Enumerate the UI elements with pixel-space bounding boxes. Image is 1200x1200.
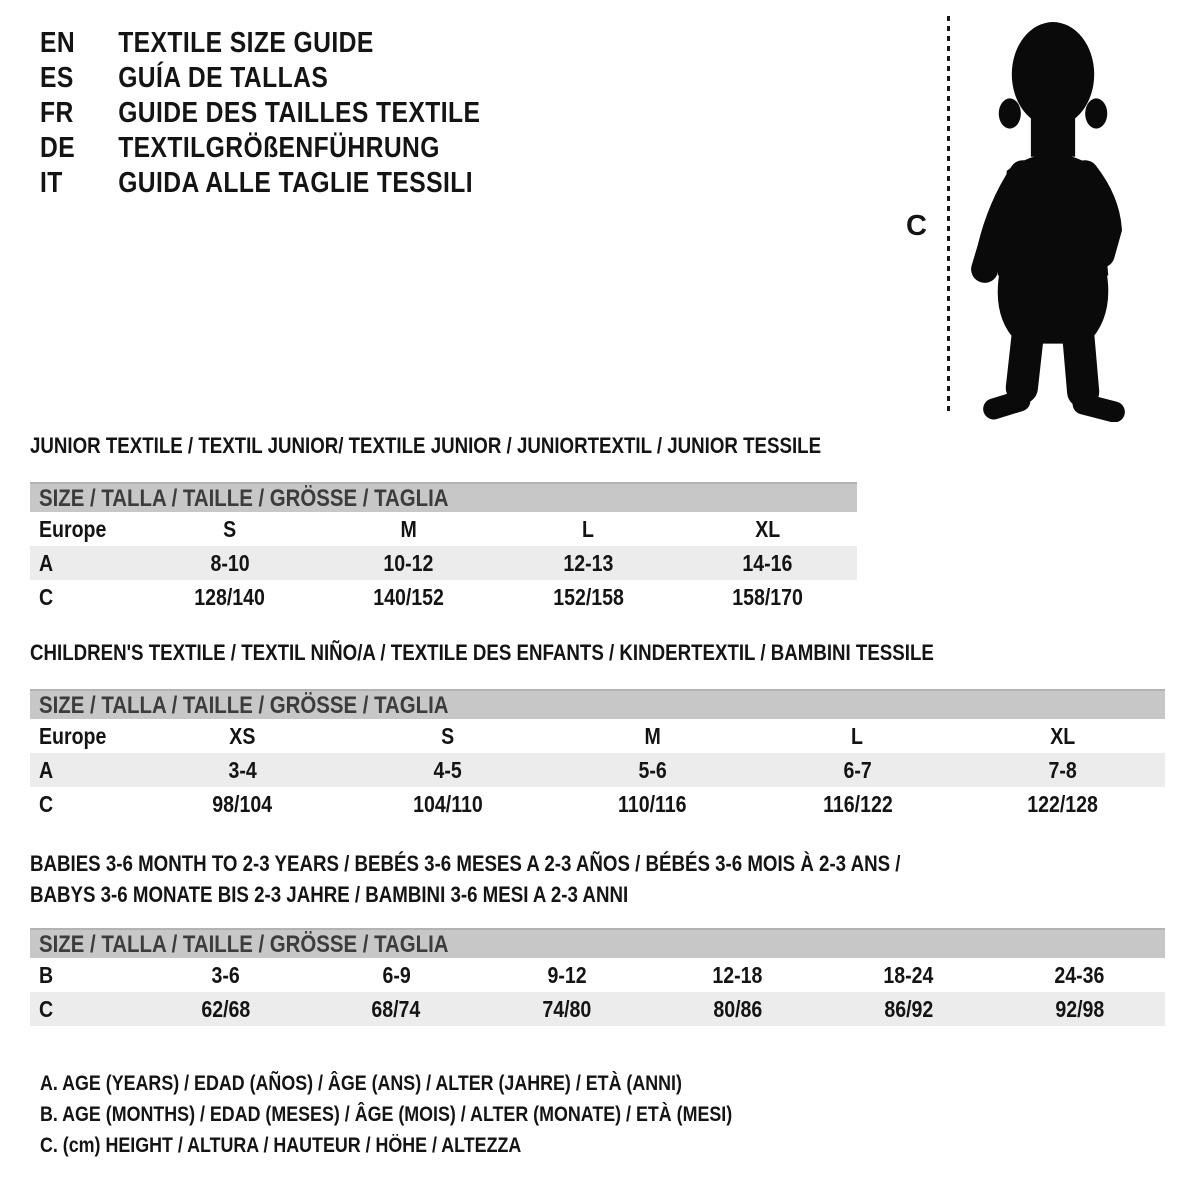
table-cell — [994, 962, 1165, 989]
cell-value: 4-5 — [433, 756, 462, 783]
table-cell — [755, 757, 960, 784]
cell-value: 80/86 — [713, 995, 763, 1022]
language-row — [40, 26, 480, 61]
language-list — [40, 26, 558, 201]
section-title-line: CHILDREN'S TEXTILE / TEXTIL NIÑO/A / TEXTILE DES ENFANTS / KINDERTEXTIL / BAMBINI TESSILE — [30, 640, 934, 665]
row-label — [30, 723, 140, 750]
cell-value: S — [440, 722, 455, 749]
table-cell — [319, 584, 498, 611]
legend — [40, 1068, 854, 1161]
language-code: EN — [40, 27, 76, 59]
row-label — [30, 757, 140, 784]
cell-value: 92/98 — [1055, 995, 1105, 1022]
table-row — [30, 580, 857, 614]
table-cell — [311, 962, 482, 989]
table-cell — [960, 791, 1165, 818]
section-title — [30, 848, 1165, 910]
cell-value: 9-12 — [547, 961, 587, 988]
cell-value: XL — [754, 515, 780, 542]
row-label-text: Europe — [39, 515, 107, 542]
cell-value: 86/92 — [884, 995, 934, 1022]
table-cell — [823, 996, 994, 1023]
cell-value: 7-8 — [1048, 756, 1077, 783]
section-title-line: JUNIOR TEXTILE / TEXTIL JUNIOR/ TEXTILE JUNIOR / JUNIORTEXTIL / JUNIOR TESSILE — [30, 433, 822, 458]
table-row — [30, 546, 857, 580]
legend-text: C. (cm) HEIGHT / ALTURA / HAUTEUR / HÖHE / ALTEZZA — [40, 1134, 522, 1157]
table-cell — [960, 723, 1165, 750]
row-label — [30, 962, 140, 989]
table-row — [30, 992, 1165, 1026]
row-label-text: C — [39, 790, 54, 817]
size-table — [30, 512, 857, 614]
size-table — [30, 719, 1165, 821]
cell-value: 98/104 — [212, 790, 273, 817]
legend-line — [40, 1130, 854, 1161]
language-code: IT — [40, 167, 63, 199]
cell-value: 14-16 — [742, 549, 793, 576]
language-code: FR — [40, 97, 74, 129]
cell-value: 128/140 — [194, 583, 265, 610]
table-cell — [311, 996, 482, 1023]
cell-value: 122/128 — [1027, 790, 1098, 817]
cell-value: 152/158 — [552, 583, 624, 610]
size-table — [30, 958, 1165, 1026]
cell-value: 10-12 — [383, 549, 434, 576]
table-row — [30, 958, 1165, 992]
table-row — [30, 719, 1165, 753]
table-cell — [550, 723, 755, 750]
language-code: ES — [40, 62, 74, 94]
toddler-silhouette-icon — [960, 10, 1145, 422]
cell-value: L — [582, 515, 595, 542]
table-cell — [140, 962, 311, 989]
section-title-line: BABIES 3-6 MONTH TO 2-3 YEARS / BEBÉS 3-6 MESES A 2-3 AÑOS / BÉBÉS 3-6 MOIS À 2-3 ANS / — [30, 851, 901, 876]
row-label-text: Europe — [39, 722, 107, 749]
table-cell — [140, 757, 345, 784]
size-header-text: SIZE / TALLA / TAILLE / GRÖSSE / TAGLIA — [39, 931, 449, 958]
table-cell — [652, 996, 823, 1023]
section-junior-textile — [30, 434, 857, 614]
table-cell — [482, 996, 653, 1023]
language-title: GUÍA DE TALLAS — [118, 62, 329, 94]
section-title — [30, 641, 1165, 665]
table-cell — [140, 516, 319, 543]
table-cell — [823, 962, 994, 989]
cell-value: 116/122 — [822, 790, 893, 817]
cell-value: 74/80 — [542, 995, 592, 1022]
cell-value: 104/110 — [412, 790, 483, 817]
size-header-bar — [30, 928, 1165, 958]
table-cell — [140, 996, 311, 1023]
table-cell — [994, 996, 1165, 1023]
section-title-line: BABYS 3-6 MONATE BIS 2-3 JAHRE / BAMBINI 3-6 MESI A 2-3 ANNI — [30, 882, 629, 907]
table-cell — [319, 516, 498, 543]
height-dashed-line — [947, 16, 950, 416]
cell-value: XL — [1050, 722, 1075, 749]
size-header-bar — [30, 689, 1165, 719]
row-label — [30, 791, 140, 818]
table-cell — [652, 962, 823, 989]
table-cell — [499, 550, 678, 577]
table-cell — [345, 757, 550, 784]
table-cell — [140, 584, 319, 611]
table-cell — [345, 723, 550, 750]
cell-value: 68/74 — [371, 995, 421, 1022]
cell-value: XS — [229, 722, 256, 749]
cell-value: 140/152 — [373, 583, 445, 610]
language-code: DE — [40, 132, 76, 164]
table-cell — [960, 757, 1165, 784]
table-cell — [678, 584, 857, 611]
cell-value: 5-6 — [638, 756, 667, 783]
table-cell — [319, 550, 498, 577]
language-title: TEXTILGRÖßENFÜHRUNG — [118, 132, 440, 164]
table-cell — [678, 550, 857, 577]
legend-text: A. AGE (YEARS) / EDAD (AÑOS) / ÂGE (ANS) / ALTER (JAHRE) / ETÀ (ANNI) — [40, 1072, 682, 1095]
cell-value: M — [400, 515, 418, 542]
cell-value: S — [223, 515, 237, 542]
legend-line — [40, 1068, 854, 1099]
language-title: TEXTILE SIZE GUIDE — [118, 27, 374, 59]
row-label — [30, 584, 140, 611]
legend-line — [40, 1099, 854, 1130]
language-row — [40, 96, 480, 131]
cell-value: 6-9 — [382, 961, 411, 988]
table-cell — [499, 516, 678, 543]
legend-text: B. AGE (MONTHS) / EDAD (MESES) / ÂGE (MOIS) / ALTER (MONATE) / ETÀ (MESI) — [40, 1103, 733, 1126]
cell-value: 62/68 — [200, 995, 250, 1022]
cell-value: 6-7 — [843, 756, 872, 783]
language-row — [40, 61, 480, 96]
language-row — [40, 131, 480, 166]
cell-value: 3-6 — [211, 961, 240, 988]
cell-value: L — [851, 722, 864, 749]
row-label — [30, 996, 140, 1023]
table-cell — [482, 962, 653, 989]
table-cell — [140, 550, 319, 577]
row-label-text: B — [39, 961, 54, 988]
table-cell — [140, 791, 345, 818]
table-cell — [755, 723, 960, 750]
cell-value: 12-18 — [712, 961, 763, 988]
cell-value: 110/116 — [618, 790, 687, 817]
table-row — [30, 753, 1165, 787]
section-babies-textile — [30, 848, 1165, 1026]
row-label-text: A — [39, 549, 54, 576]
table-row — [30, 787, 1165, 821]
section-title — [30, 434, 857, 458]
table-cell — [678, 516, 857, 543]
cell-value: 18-24 — [883, 961, 934, 988]
table-row — [30, 512, 857, 546]
language-title: GUIDA ALLE TAGLIE TESSILI — [118, 167, 474, 199]
section-childrens-textile — [30, 641, 1165, 821]
row-label — [30, 550, 140, 577]
table-cell — [550, 791, 755, 818]
table-cell — [755, 791, 960, 818]
row-label-text: A — [39, 756, 54, 783]
cell-value: 158/170 — [732, 583, 803, 610]
language-row — [40, 166, 480, 201]
row-label — [30, 516, 140, 543]
row-label-text: C — [39, 995, 54, 1022]
table-cell — [345, 791, 550, 818]
height-measure-label: C — [906, 210, 927, 242]
size-header-bar — [30, 482, 857, 512]
size-header-text: SIZE / TALLA / TAILLE / GRÖSSE / TAGLIA — [39, 692, 449, 719]
table-cell — [550, 757, 755, 784]
size-header-text: SIZE / TALLA / TAILLE / GRÖSSE / TAGLIA — [39, 485, 449, 512]
table-cell — [499, 584, 678, 611]
cell-value: 3-4 — [228, 756, 257, 783]
language-title: GUIDE DES TAILLES TEXTILE — [118, 97, 481, 129]
table-cell — [140, 723, 345, 750]
cell-value: M — [644, 722, 661, 749]
cell-value: 8-10 — [210, 549, 250, 576]
cell-value: 24-36 — [1054, 961, 1105, 988]
row-label-text: C — [39, 583, 54, 610]
cell-value: 12-13 — [563, 549, 614, 576]
